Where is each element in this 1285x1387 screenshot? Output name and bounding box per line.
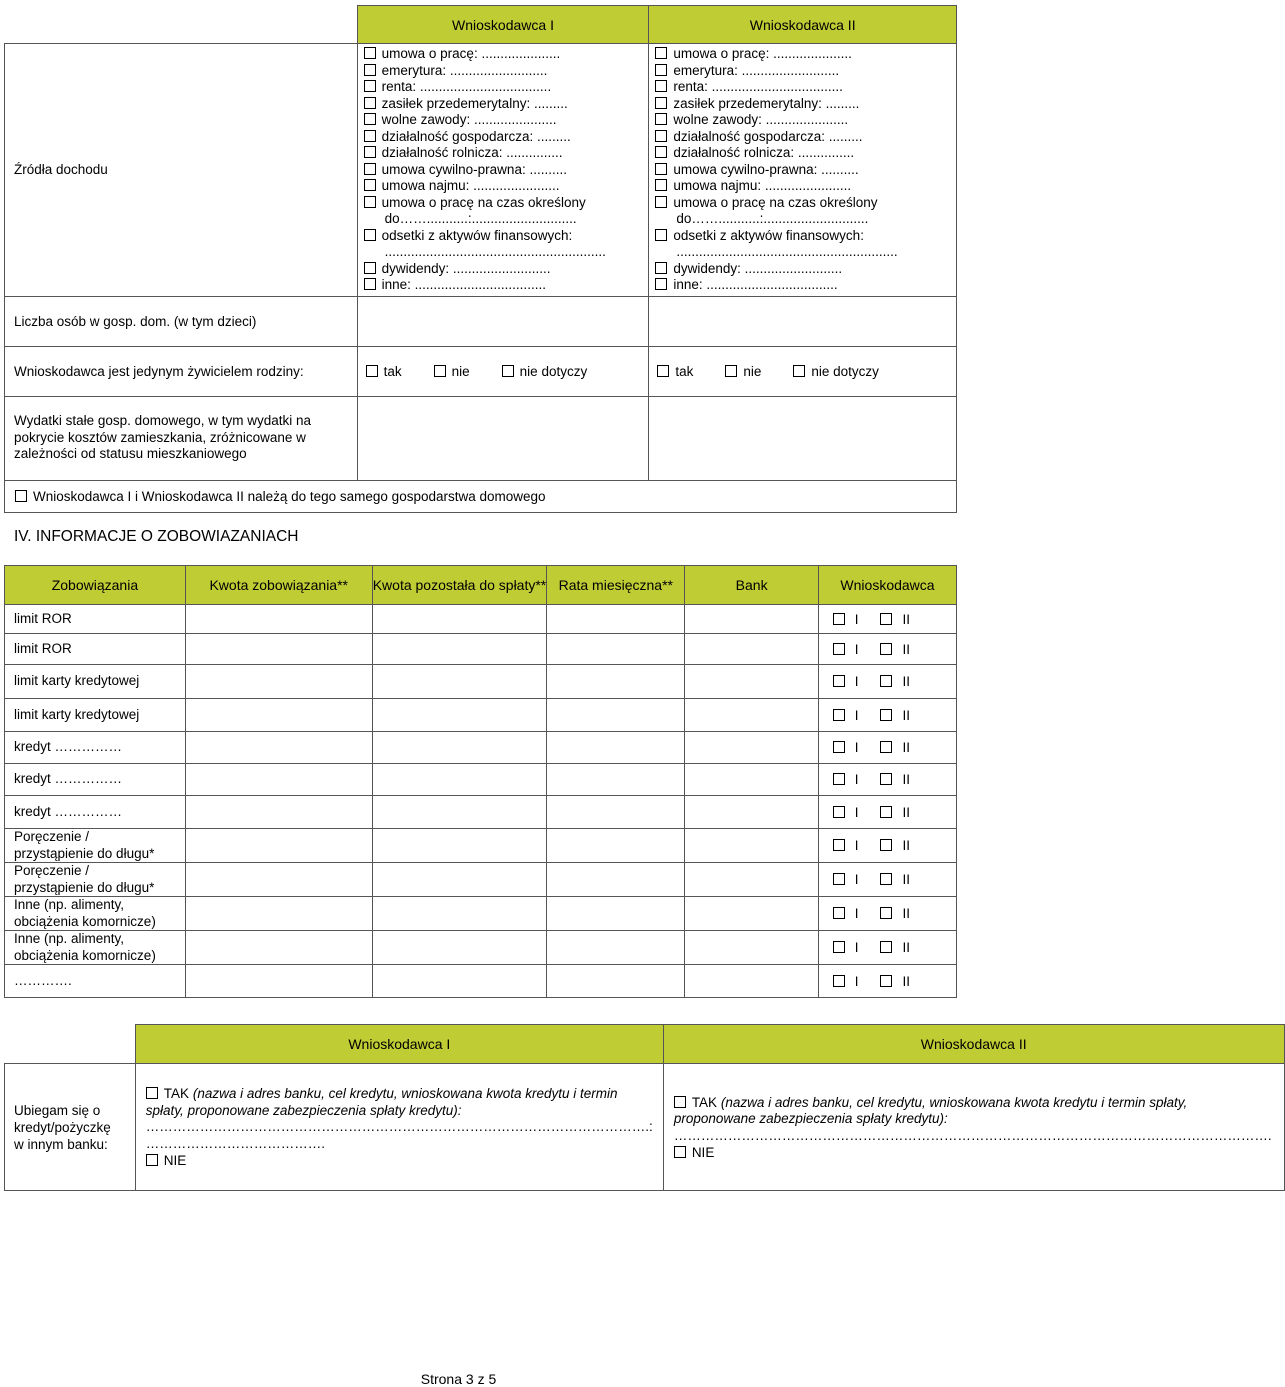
checkbox-I[interactable] [833, 941, 845, 953]
checkbox-tak[interactable] [674, 1096, 686, 1108]
bank-cell[interactable] [685, 605, 819, 634]
header-bank: Bank [685, 566, 819, 605]
income-option[interactable]: emerytura: .......................... [655, 63, 956, 80]
income-option[interactable]: umowa najmu: ....................... [364, 178, 649, 195]
checkbox-tak[interactable] [146, 1087, 158, 1099]
checkbox-II[interactable] [880, 941, 892, 953]
checkbox-I[interactable] [833, 613, 845, 625]
income-option[interactable]: renta: ................................... [655, 79, 956, 96]
fill-dots[interactable]: ……………………………………………………………………………………………………………………. [673, 1127, 1272, 1143]
checkbox[interactable] [655, 80, 667, 92]
checkbox[interactable] [364, 80, 376, 92]
amount-cell[interactable] [185, 829, 372, 863]
installment-cell[interactable] [547, 699, 685, 732]
checkbox[interactable] [364, 278, 376, 290]
checkbox-I[interactable] [833, 709, 845, 721]
checkbox-II[interactable] [880, 643, 892, 655]
applicant-choice: I II [819, 665, 957, 699]
page-number: Strona 3 z 5 [420, 1371, 497, 1387]
bank-cell[interactable] [685, 897, 819, 931]
checkbox-II[interactable] [880, 613, 892, 625]
applicant-choice: I II [819, 699, 957, 732]
bank-cell[interactable] [685, 732, 819, 764]
household-size-applicant-2[interactable] [649, 296, 957, 346]
fill-dots[interactable]: ………………………………………………………………………………………………….: …………………………………. [145, 1119, 653, 1151]
checkbox-II[interactable] [880, 975, 892, 987]
checkbox[interactable] [15, 490, 27, 502]
income-option[interactable]: dywidendy: .......................... [364, 261, 649, 278]
other-bank-applicant-2: TAK (nazwa i adres banku, cel kredytu, wnioskowana kwota kredytu i termin spłaty, proponowane zabezpieczenia spłaty kredytu): ……………………………………………………………………………………………………………………. NIE [663, 1064, 1284, 1191]
income-sources-label: Źródła dochodu [5, 44, 358, 297]
remaining-cell[interactable] [372, 931, 547, 965]
income-list-applicant-1 [357, 44, 649, 297]
applicant-choice: I II [819, 931, 957, 965]
amount-cell[interactable] [185, 796, 372, 829]
sole-earner-options-2: tak nie nie dotyczy [649, 346, 957, 396]
income-option[interactable]: umowa o pracę: ..................... [655, 46, 956, 63]
checkbox-I[interactable] [833, 643, 845, 655]
remaining-cell[interactable] [372, 634, 547, 665]
same-household-label: Wnioskodawca I i Wnioskodawca II należą do tego samego gospodarstwa domowego [33, 488, 546, 504]
obligation-label: kredyt …………… [5, 796, 186, 829]
income-option[interactable]: umowa najmu: ....................... [655, 178, 956, 195]
obligation-label: limit karty kredytowej [5, 665, 186, 699]
remaining-cell[interactable] [372, 829, 547, 863]
same-household-row[interactable] [5, 480, 957, 512]
other-bank-applicant-1: TAK (nazwa i adres banku, cel kredytu, wnioskowana kwota kredytu i termin spłaty, proponowane zabezpieczenia spłaty kredytu): ………………………………………………………………………………………………….: …………………………………. NIE [135, 1064, 663, 1191]
bank-cell[interactable] [685, 829, 819, 863]
checkbox[interactable] [364, 47, 376, 59]
checkbox-I[interactable] [833, 773, 845, 785]
fixed-expenses-label: Wydatki stałe gosp. domowego, w tym wydatki na pokrycie kosztów zamieszkania, zróżnicowane w zależności od statusu mieszkaniowego [5, 396, 358, 480]
remaining-cell[interactable] [372, 699, 547, 732]
income-option[interactable]: wolne zawody: ...................... [655, 112, 956, 129]
income-option[interactable]: wolne zawody: ...................... [364, 112, 649, 129]
income-option[interactable]: dywidendy: .......................... [655, 261, 956, 278]
installment-cell[interactable] [547, 605, 685, 634]
obligation-label: Inne (np. alimenty, obciążenia komornicze) [5, 931, 186, 965]
installment-cell[interactable] [547, 897, 685, 931]
checkbox-I[interactable] [833, 675, 845, 687]
amount-cell[interactable] [185, 764, 372, 796]
checkbox-II[interactable] [880, 773, 892, 785]
income-option[interactable]: inne: ................................... [364, 277, 649, 294]
checkbox-I[interactable] [833, 907, 845, 919]
installment-cell[interactable] [547, 829, 685, 863]
obligation-label: kredyt …………… [5, 732, 186, 764]
checkbox-I[interactable] [833, 873, 845, 885]
remaining-cell[interactable] [372, 897, 547, 931]
income-option[interactable]: renta: ................................... [364, 79, 649, 96]
checkbox-II[interactable] [880, 806, 892, 818]
applicant-choice: I II [819, 605, 957, 634]
bank-cell[interactable] [685, 863, 819, 897]
bank-cell[interactable] [685, 965, 819, 998]
sole-earner-label: Wnioskodawca jest jedynym żywicielem rodziny: [5, 346, 358, 396]
amount-cell[interactable] [185, 965, 372, 998]
odsetki-fill: ........................................................... [676, 244, 898, 259]
section-title: IV. INFORMACJE O ZOBOWIAZANIACH [14, 528, 299, 545]
checkbox-I[interactable] [833, 741, 845, 753]
applicant-choice: I II [819, 634, 957, 665]
income-option[interactable]: umowa o pracę: ..................... [364, 46, 649, 63]
amount-cell[interactable] [185, 605, 372, 634]
header-applicant-1: Wnioskodawca I [135, 1025, 663, 1064]
remaining-cell[interactable] [372, 605, 547, 634]
checkbox[interactable] [364, 229, 376, 241]
remaining-cell[interactable] [372, 764, 547, 796]
installment-cell[interactable] [547, 796, 685, 829]
checkbox-nie-dotyczy[interactable] [793, 365, 805, 377]
checkbox[interactable] [364, 262, 376, 274]
checkbox-II[interactable] [880, 873, 892, 885]
income-option[interactable]: zasiłek przedemerytalny: ......... [655, 96, 956, 113]
remaining-cell[interactable] [372, 732, 547, 764]
obligation-label: kredyt …………… [5, 764, 186, 796]
checkbox[interactable] [655, 97, 667, 109]
installment-cell[interactable] [547, 634, 685, 665]
checkbox[interactable] [364, 196, 376, 208]
checkbox[interactable] [364, 64, 376, 76]
checkbox[interactable] [655, 130, 667, 142]
sole-earner-options-1: tak nie nie dotyczy [357, 346, 649, 396]
applicant-choice: I II [819, 796, 957, 829]
remaining-cell[interactable] [372, 965, 547, 998]
checkbox-I[interactable] [833, 975, 845, 987]
bank-cell[interactable] [685, 931, 819, 965]
checkbox[interactable] [655, 64, 667, 76]
checkbox[interactable] [364, 146, 376, 158]
applicant-choice: I II [819, 965, 957, 998]
income-table [4, 5, 957, 513]
other-bank-table [4, 1024, 1285, 1191]
checkbox[interactable] [655, 113, 667, 125]
bank-cell[interactable] [685, 764, 819, 796]
income-option[interactable]: umowa cywilno-prawna: .......... [364, 162, 649, 179]
installment-cell[interactable] [547, 764, 685, 796]
checkbox[interactable] [655, 196, 667, 208]
income-option[interactable]: emerytura: .......................... [364, 63, 649, 80]
obligations-table [4, 565, 957, 998]
checkbox-I[interactable] [833, 839, 845, 851]
amount-cell[interactable] [185, 863, 372, 897]
checkbox[interactable] [655, 278, 667, 290]
remaining-cell[interactable] [372, 665, 547, 699]
checkbox[interactable] [364, 130, 376, 142]
checkbox[interactable] [655, 262, 667, 274]
checkbox[interactable] [655, 179, 667, 191]
checkbox-II[interactable] [880, 709, 892, 721]
remaining-cell[interactable] [372, 863, 547, 897]
checkbox[interactable] [655, 47, 667, 59]
checkbox[interactable] [655, 229, 667, 241]
amount-cell[interactable] [185, 665, 372, 699]
income-option[interactable]: działalność gospodarcza: ......... [655, 129, 956, 146]
obligation-label: limit ROR [5, 634, 186, 665]
amount-cell[interactable] [185, 699, 372, 732]
header-applicant-2: Wnioskodawca II [663, 1025, 1284, 1064]
installment-cell[interactable] [547, 931, 685, 965]
header-applicant-1: Wnioskodawca I [357, 6, 649, 44]
header-applicant-2: Wnioskodawca II [649, 6, 957, 44]
checkbox-nie[interactable] [146, 1154, 158, 1166]
obligation-label: Poręczenie / przystąpienie do długu* [5, 829, 186, 863]
installment-cell[interactable] [547, 732, 685, 764]
checkbox[interactable] [364, 97, 376, 109]
fixed-term-date: do……...........:............................ [384, 211, 577, 226]
other-bank-label: Ubiegam się o kredyt/pożyczkę w innym banku: [5, 1064, 136, 1191]
fixed-expenses-applicant-1[interactable] [357, 396, 649, 480]
header-applicant: Wnioskodawca [819, 566, 957, 605]
income-option[interactable]: odsetki z aktywów finansowych: [655, 228, 956, 245]
amount-cell[interactable] [185, 897, 372, 931]
checkbox[interactable] [364, 179, 376, 191]
header-amount: Kwota zobowiązania** [185, 566, 372, 605]
obligation-label: limit karty kredytowej [5, 699, 186, 732]
household-size-label: Liczba osób w gosp. dom. (w tym dzieci) [5, 296, 358, 346]
header-obligations: Zobowiązania [5, 566, 186, 605]
header-installment: Rata miesięczna** [547, 566, 685, 605]
obligation-label: Poręczenie / przystąpienie do długu* [5, 863, 186, 897]
amount-cell[interactable] [185, 931, 372, 965]
obligation-label: limit ROR [5, 605, 186, 634]
checkbox-nie[interactable] [434, 365, 446, 377]
odsetki-fill: ........................................................... [384, 244, 606, 259]
obligation-label: Inne (np. alimenty, obciążenia komornicze) [5, 897, 186, 931]
applicant-choice: I II [819, 829, 957, 863]
bank-cell[interactable] [685, 796, 819, 829]
checkbox-II[interactable] [880, 675, 892, 687]
amount-cell[interactable] [185, 732, 372, 764]
checkbox-nie[interactable] [725, 365, 737, 377]
income-option[interactable]: umowa o pracę na czas określony [655, 195, 956, 212]
household-size-applicant-1[interactable] [357, 296, 649, 346]
income-option[interactable]: inne: ................................... [655, 277, 956, 294]
checkbox-nie-dotyczy[interactable] [502, 365, 514, 377]
obligation-label: …………. [5, 965, 186, 998]
checkbox-tak[interactable] [657, 365, 669, 377]
income-option[interactable]: zasiłek przedemerytalny: ......... [364, 96, 649, 113]
checkbox-II[interactable] [880, 741, 892, 753]
checkbox-nie[interactable] [674, 1146, 686, 1158]
checkbox-I[interactable] [833, 806, 845, 818]
fixed-term-date: do……...........:............................ [676, 211, 869, 226]
installment-cell[interactable] [547, 863, 685, 897]
checkbox[interactable] [655, 146, 667, 158]
income-option[interactable]: działalność rolnicza: ............... [364, 145, 649, 162]
income-option[interactable]: działalność rolnicza: ............... [655, 145, 956, 162]
checkbox-II[interactable] [880, 907, 892, 919]
checkbox-tak[interactable] [366, 365, 378, 377]
checkbox[interactable] [655, 163, 667, 175]
income-option[interactable]: umowa cywilno-prawna: .......... [655, 162, 956, 179]
income-option[interactable]: działalność gospodarcza: ......... [364, 129, 649, 146]
bank-cell[interactable] [685, 699, 819, 732]
bank-cell[interactable] [685, 634, 819, 665]
installment-cell[interactable] [547, 965, 685, 998]
fixed-expenses-applicant-2[interactable] [649, 396, 957, 480]
income-option[interactable]: odsetki z aktywów finansowych: [364, 228, 649, 245]
applicant-choice: I II [819, 732, 957, 764]
applicant-choice: I II [819, 897, 957, 931]
header-remaining: Kwota pozostała do spłaty** [372, 566, 547, 605]
applicant-choice: I II [819, 863, 957, 897]
applicant-choice: I II [819, 764, 957, 796]
income-option[interactable]: umowa o pracę na czas określony [364, 195, 649, 212]
remaining-cell[interactable] [372, 796, 547, 829]
amount-cell[interactable] [185, 634, 372, 665]
installment-cell[interactable] [547, 665, 685, 699]
checkbox[interactable] [364, 113, 376, 125]
checkbox-II[interactable] [880, 839, 892, 851]
checkbox[interactable] [364, 163, 376, 175]
income-list-applicant-2 [649, 44, 957, 297]
bank-cell[interactable] [685, 665, 819, 699]
